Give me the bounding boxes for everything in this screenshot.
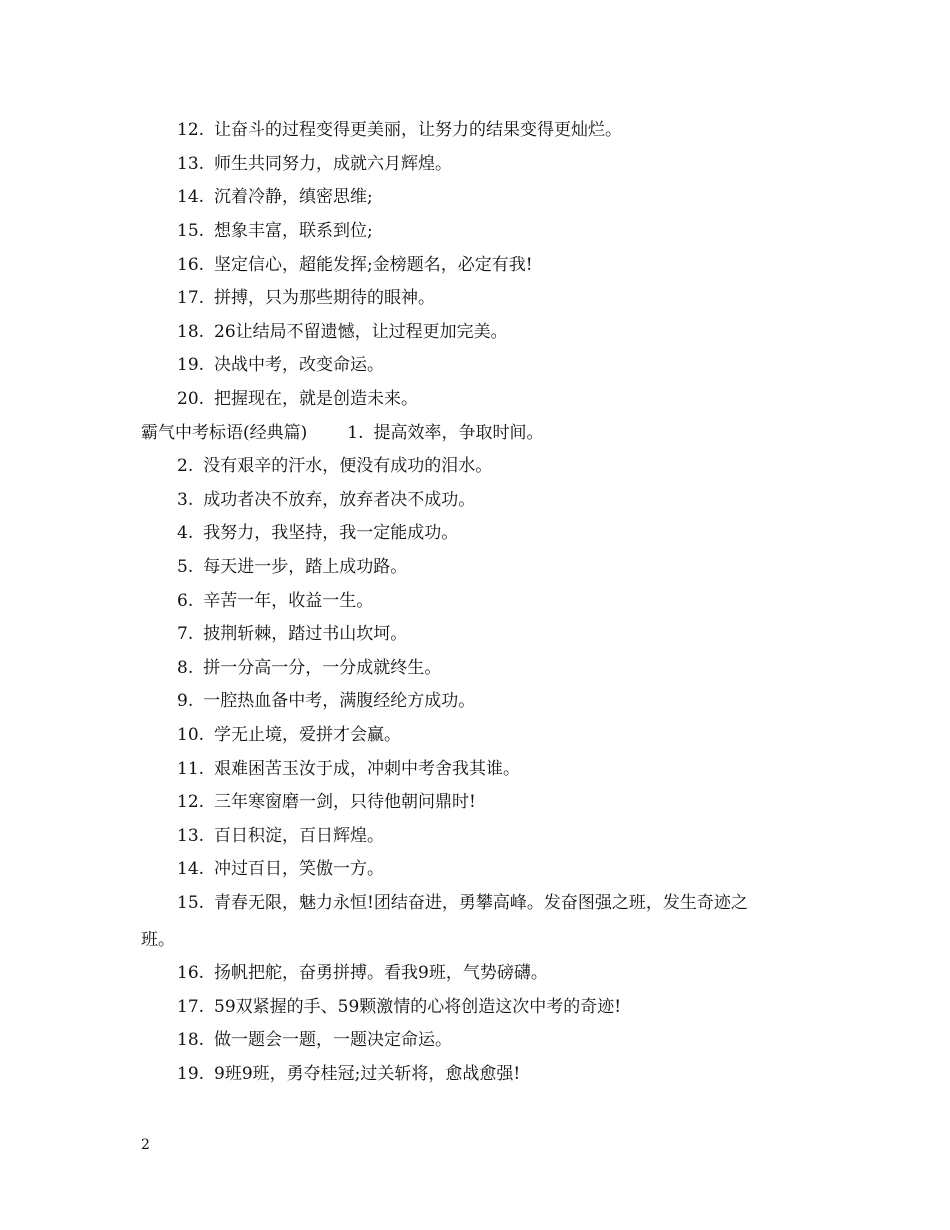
item-text: 三年寒窗磨一剑，只待他朝问鼎时! [214, 792, 476, 812]
item-text: 一腔热血备中考，满腹经纶方成功。 [203, 691, 476, 711]
item-number: 17. [177, 288, 205, 308]
list-item [177, 892, 748, 914]
list-item [177, 724, 401, 746]
list-item [177, 590, 373, 612]
list-item [177, 962, 548, 984]
item-text: 提高效率，争取时间。 [373, 423, 544, 443]
item-number: 12. [177, 120, 205, 140]
item-text: 成功者决不放弃，放弃者决不成功。 [203, 490, 476, 510]
list-item [177, 1063, 520, 1085]
list-item [177, 287, 435, 309]
item-text: 拼搏，只为那些期待的眼神。 [214, 288, 436, 308]
item-text: 把握现在，就是创造未来。 [214, 389, 419, 409]
item-number: 10. [177, 725, 205, 745]
item-number: 6. [177, 591, 194, 611]
item-text: 百日积淀，百日辉煌。 [214, 826, 385, 846]
item-text: 青春无限，魅力永恒!团结奋进，勇攀高峰。发奋图强之班，发生奇迹之 [214, 893, 748, 913]
item-text: 沉着冷静，缜密思维; [214, 187, 373, 207]
list-item [177, 254, 533, 276]
section-heading-line [141, 422, 544, 444]
item-number: 17. [177, 997, 205, 1017]
item-text: 师生共同努力，成就六月辉煌。 [214, 154, 453, 174]
item-text: 披荆斩棘，踏过书山坎坷。 [203, 624, 408, 644]
section-title: 霸气中考标语(经典篇) [141, 423, 308, 443]
item-number: 18. [177, 322, 205, 342]
item-number: 1. [347, 423, 364, 443]
list-item [177, 791, 476, 813]
list-item [177, 321, 508, 343]
item-number: 13. [177, 826, 205, 846]
item-text: 决战中考，改变命运。 [214, 355, 385, 375]
item-text: 我努力，我坚持，我一定能成功。 [203, 523, 459, 543]
item-number: 14. [177, 187, 205, 207]
list-item [177, 825, 384, 847]
item-number: 15. [177, 221, 205, 241]
item-number: 15. [177, 893, 205, 913]
item-number: 14. [177, 859, 205, 879]
item-number: 4. [177, 523, 194, 543]
item-number: 18. [177, 1030, 205, 1050]
item-number: 8. [177, 658, 194, 678]
list-item [177, 858, 384, 880]
list-item-continuation: 班。 [141, 930, 175, 950]
list-item [177, 388, 418, 410]
page-number: 2 [141, 1137, 150, 1153]
item-number: 2. [177, 456, 194, 476]
item-text: 59双紧握的手、59颗激情的心将创造这次中考的奇迹! [214, 997, 622, 1017]
item-text: 没有艰辛的汗水，便没有成功的泪水。 [203, 456, 493, 476]
list-item [177, 220, 373, 242]
item-number: 9. [177, 691, 194, 711]
item-number: 20. [177, 389, 205, 409]
list-item [177, 455, 492, 477]
item-text: 26让结局不留遗憾，让过程更加完美。 [214, 322, 508, 342]
list-item [177, 354, 384, 376]
item-number: 16. [177, 963, 205, 983]
item-text: 让奋斗的过程变得更美丽，让努力的结果变得更灿烂。 [214, 120, 623, 140]
item-number: 19. [177, 1064, 205, 1084]
list-item [177, 186, 373, 208]
list-item [177, 153, 452, 175]
list-item [177, 119, 622, 141]
list-item [177, 556, 407, 578]
item-number: 7. [177, 624, 194, 644]
item-text: 9班9班，勇夺桂冠;过关斩将，愈战愈强! [214, 1064, 521, 1084]
item-text: 每天进一步，踏上成功路。 [203, 557, 408, 577]
item-text: 扬帆把舵，奋勇拼搏。看我9班，气势磅礴。 [214, 963, 548, 983]
item-text: 做一题会一题，一题决定命运。 [214, 1030, 453, 1050]
list-item [177, 1029, 452, 1051]
item-number: 16. [177, 255, 205, 275]
item-number: 12. [177, 792, 205, 812]
item-number: 11. [177, 759, 205, 779]
item-text: 艰难困苦玉汝于成，冲刺中考舍我其谁。 [214, 759, 521, 779]
item-number: 5. [177, 557, 194, 577]
list-item [177, 489, 475, 511]
item-text: 学无止境，爱拼才会赢。 [214, 725, 402, 745]
item-text: 辛苦一年，收益一生。 [203, 591, 374, 611]
list-item [177, 996, 621, 1018]
list-item [177, 690, 475, 712]
item-number: 3. [177, 490, 194, 510]
item-text: 拼一分高一分，一分成就终生。 [203, 658, 442, 678]
item-number: 19. [177, 355, 205, 375]
item-text: 冲过百日，笑傲一方。 [214, 859, 385, 879]
list-item [177, 623, 407, 645]
item-text: 想象丰富，联系到位; [214, 221, 373, 241]
list-item [177, 657, 441, 679]
item-text: 坚定信心，超能发挥;金榜题名，必定有我! [214, 255, 533, 275]
item-number: 13. [177, 154, 205, 174]
list-item [177, 758, 520, 780]
list-item [177, 522, 458, 544]
